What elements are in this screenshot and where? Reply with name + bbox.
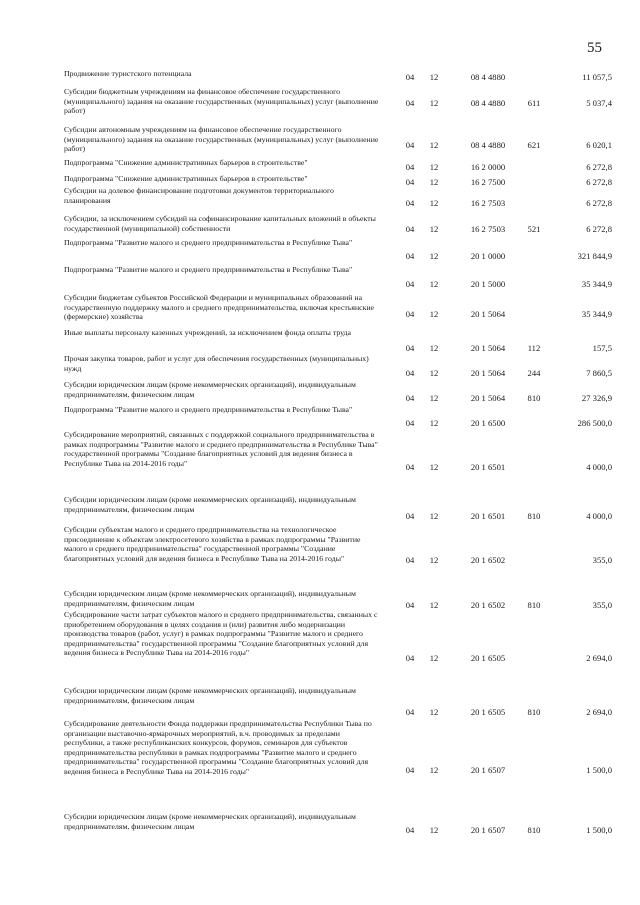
row-target-code: 20 1 6500: [470, 418, 506, 428]
row-expense-type: 810: [527, 825, 541, 835]
row-subsection: 12: [429, 198, 439, 208]
row-expense-type: 810: [527, 511, 541, 521]
row-subsection: 12: [429, 177, 439, 187]
row-section: 04: [405, 653, 415, 663]
row-target-code: 08 4 4880: [470, 140, 506, 150]
row-amount: 1 500,0: [586, 825, 612, 835]
row-target-code: 16 2 7500: [470, 177, 506, 187]
row-section: 04: [405, 393, 415, 403]
row-target-code: 20 1 5064: [470, 393, 506, 403]
row-target-code: 20 1 6507: [470, 825, 506, 835]
row-name: Подпрограмма "Развитие малого и среднего предпринимательства в Республике Тыва": [64, 405, 353, 414]
row-amount: 355,0: [592, 555, 612, 565]
row-target-code: 08 4 4880: [470, 72, 506, 82]
row-name: Субсидии юридическим лицам (кроме некоммерческих организаций), индивидуальным предпринимателям, физическим лицам: [64, 380, 356, 399]
row-target-code: 20 1 6505: [470, 653, 506, 663]
row-section: 04: [405, 140, 415, 150]
row-section: 04: [405, 555, 415, 565]
row-expense-type: 810: [527, 600, 541, 610]
row-name: Субсидии юридическим лицам (кроме некоммерческих организаций), индивидуальным предпринимателям, физическим лицам: [64, 686, 356, 705]
row-target-code: 20 1 6507: [470, 765, 506, 775]
row-name: Прочая закупка товаров, работ и услуг для обеспечения государственных (муниципальных) нужд: [64, 354, 369, 373]
row-expense-type: 810: [527, 393, 541, 403]
row-name: Подпрограмма "Снижение административных барьеров в строительстве": [64, 158, 308, 167]
row-subsection: 12: [429, 418, 439, 428]
row-amount: 7 860,5: [586, 368, 612, 378]
row-subsection: 12: [429, 368, 439, 378]
row-section: 04: [405, 98, 415, 108]
row-target-code: 20 1 6502: [470, 555, 506, 565]
row-name: Субсидирование части затрат субъектов малого и среднего предпринимательства, связанных с приобретением оборудования в целях создания и (или) развития либо модернизации производства товаров (работ, услуг) в рамках подпрограммы "Развитие малого и среднего предпринимательства" государственной программы "Создание благоприятных условий для ведения бизнеса в Республике Тыва на 2014-2016 годы": [64, 610, 378, 658]
row-subsection: 12: [429, 140, 439, 150]
row-amount: 6 020,1: [586, 140, 612, 150]
row-section: 04: [405, 600, 415, 610]
row-subsection: 12: [429, 765, 439, 775]
row-amount: 355,0: [592, 600, 612, 610]
row-amount: 286 500,0: [577, 418, 612, 428]
row-amount: 4 000,0: [586, 511, 612, 521]
row-amount: 6 272,8: [586, 224, 612, 234]
row-section: 04: [405, 825, 415, 835]
row-amount: 321 844,9: [577, 251, 612, 261]
row-name: Субсидии субъектам малого и среднего предпринимательства на технологическое присоединение к объектам электросетевого хозяйства в рамках подпрограммы "Развитие малого и среднего предпринимательства" государственной программы "Создание благоприятных условий для ведения бизнеса в Республике Тыва на 2014-2016 годы": [64, 525, 361, 563]
row-expense-type: 621: [527, 140, 541, 150]
row-amount: 1 500,0: [586, 765, 612, 775]
row-name: Субсидии бюджетам субъектов Российской Федерации и муниципальных образований на государственную поддержку малого и среднего предпринимательства, включая крестьянские (фермерские) хозяйства: [64, 293, 375, 322]
row-target-code: 16 2 7503: [470, 198, 506, 208]
row-target-code: 20 1 5064: [470, 343, 506, 353]
row-name: Субсидии юридическим лицам (кроме некоммерческих организаций), индивидуальным предпринимателям, физическим лицам: [64, 812, 356, 831]
row-section: 04: [405, 309, 415, 319]
row-subsection: 12: [429, 393, 439, 403]
row-name: Субсидии бюджетным учреждениям на финансовое обеспечение государственного (муниципального) задания на оказание государственных (муниципальных) услуг (выполнение работ): [64, 87, 379, 116]
row-target-code: 20 1 6505: [470, 707, 506, 717]
row-name: Иные выплаты персоналу казенных учреждений, за исключением фонда оплаты труда: [64, 328, 351, 337]
row-section: 04: [405, 511, 415, 521]
row-subsection: 12: [429, 343, 439, 353]
row-name: Подпрограмма "Развитие малого и среднего предпринимательства в Республике Тыва": [64, 265, 353, 274]
row-amount: 11 057,5: [582, 72, 612, 82]
row-name: Подпрограмма "Развитие малого и среднего предпринимательства в Республике Тыва": [64, 238, 353, 247]
row-section: 04: [405, 162, 415, 172]
row-section: 04: [405, 765, 415, 775]
row-target-code: 20 1 6501: [470, 511, 506, 521]
row-amount: 6 272,8: [586, 162, 612, 172]
row-subsection: 12: [429, 462, 439, 472]
row-section: 04: [405, 343, 415, 353]
row-subsection: 12: [429, 511, 439, 521]
row-name: Подпрограмма "Снижение административных барьеров в строительстве": [64, 174, 308, 183]
row-subsection: 12: [429, 98, 439, 108]
row-target-code: 20 1 0000: [470, 251, 506, 261]
row-name: Субсидии на долевое финансирование подготовки документов территориального планирования: [64, 186, 334, 205]
row-expense-type: 611: [527, 98, 541, 108]
row-amount: 157,5: [592, 343, 612, 353]
row-amount: 6 272,8: [586, 177, 612, 187]
row-name: Субсидии юридическим лицам (кроме некоммерческих организаций), индивидуальным предпринимателям, физическим лицам: [64, 495, 356, 514]
row-subsection: 12: [429, 653, 439, 663]
row-name: Субсидии автономным учреждениям на финансовое обеспечение государственного (муниципального) задания на оказание государственных (муниципальных) услуг (выполнение работ): [64, 125, 379, 154]
row-section: 04: [405, 418, 415, 428]
row-expense-type: 521: [527, 224, 541, 234]
row-section: 04: [405, 707, 415, 717]
row-target-code: 20 1 5000: [470, 279, 506, 289]
row-target-code: 20 1 6502: [470, 600, 506, 610]
row-subsection: 12: [429, 279, 439, 289]
page-number: 55: [587, 40, 602, 56]
row-target-code: 20 1 6501: [470, 462, 506, 472]
row-section: 04: [405, 251, 415, 261]
row-name: Субсидии юридическим лицам (кроме некоммерческих организаций), индивидуальным предпринимателям, физическим лицам: [64, 589, 356, 608]
row-subsection: 12: [429, 251, 439, 261]
row-subsection: 12: [429, 825, 439, 835]
row-name: Субсидирование мероприятий, связанных с поддержкой социального предпринимательства в рамках подпрограммы "Развитие малого и среднего предпринимательства в Республике Тыва" государственной программы "Создание благоприятных условий для ведения бизнеса в Республике Тыва на 2014-2016 годы": [64, 430, 378, 468]
row-subsection: 12: [429, 707, 439, 717]
row-section: 04: [405, 224, 415, 234]
row-subsection: 12: [429, 555, 439, 565]
row-section: 04: [405, 198, 415, 208]
row-expense-type: 810: [527, 707, 541, 717]
row-target-code: 16 2 7503: [470, 224, 506, 234]
row-expense-type: 244: [527, 368, 541, 378]
row-expense-type: 112: [527, 343, 541, 353]
row-amount: 4 000,0: [586, 462, 612, 472]
row-subsection: 12: [429, 162, 439, 172]
row-name: Субсидии, за исключением субсидий на софинансирование капитальных вложений в объекты государственной (муниципальной) собственности: [64, 214, 376, 233]
row-subsection: 12: [429, 224, 439, 234]
row-amount: 2 694,0: [586, 653, 612, 663]
row-section: 04: [405, 72, 415, 82]
row-target-code: 20 1 5064: [470, 368, 506, 378]
row-amount: 5 037,4: [586, 98, 612, 108]
row-target-code: 08 4 4880: [470, 98, 506, 108]
row-subsection: 12: [429, 600, 439, 610]
row-amount: 35 344,9: [581, 279, 612, 289]
row-name: Субсидирование деятельности Фонда поддержки предпринимательства Республики Тыва по организации выставочно-ярмарочных мероприятий, в.ч. проводимых за пределами республики, а также республиканских конкурсов, форумов, семинаров для субъектов предпринимательства республики в рамках подпрограммы "Развитие малого и среднего предпринимательства" государственной программы "Создание благоприятных условий для ведения бизнеса в Республике Тыва на 2014-2016 годы": [64, 719, 372, 776]
row-amount: 6 272,8: [586, 198, 612, 208]
row-section: 04: [405, 462, 415, 472]
row-name: Продвижение туристского потенциала: [64, 69, 192, 78]
row-target-code: 16 2 0000: [470, 162, 506, 172]
row-section: 04: [405, 177, 415, 187]
row-amount: 35 344,9: [581, 309, 612, 319]
row-section: 04: [405, 368, 415, 378]
row-amount: 27 326,9: [581, 393, 612, 403]
row-section: 04: [405, 279, 415, 289]
row-amount: 2 694,0: [586, 707, 612, 717]
row-target-code: 20 1 5064: [470, 309, 506, 319]
row-subsection: 12: [429, 309, 439, 319]
row-subsection: 12: [429, 72, 439, 82]
